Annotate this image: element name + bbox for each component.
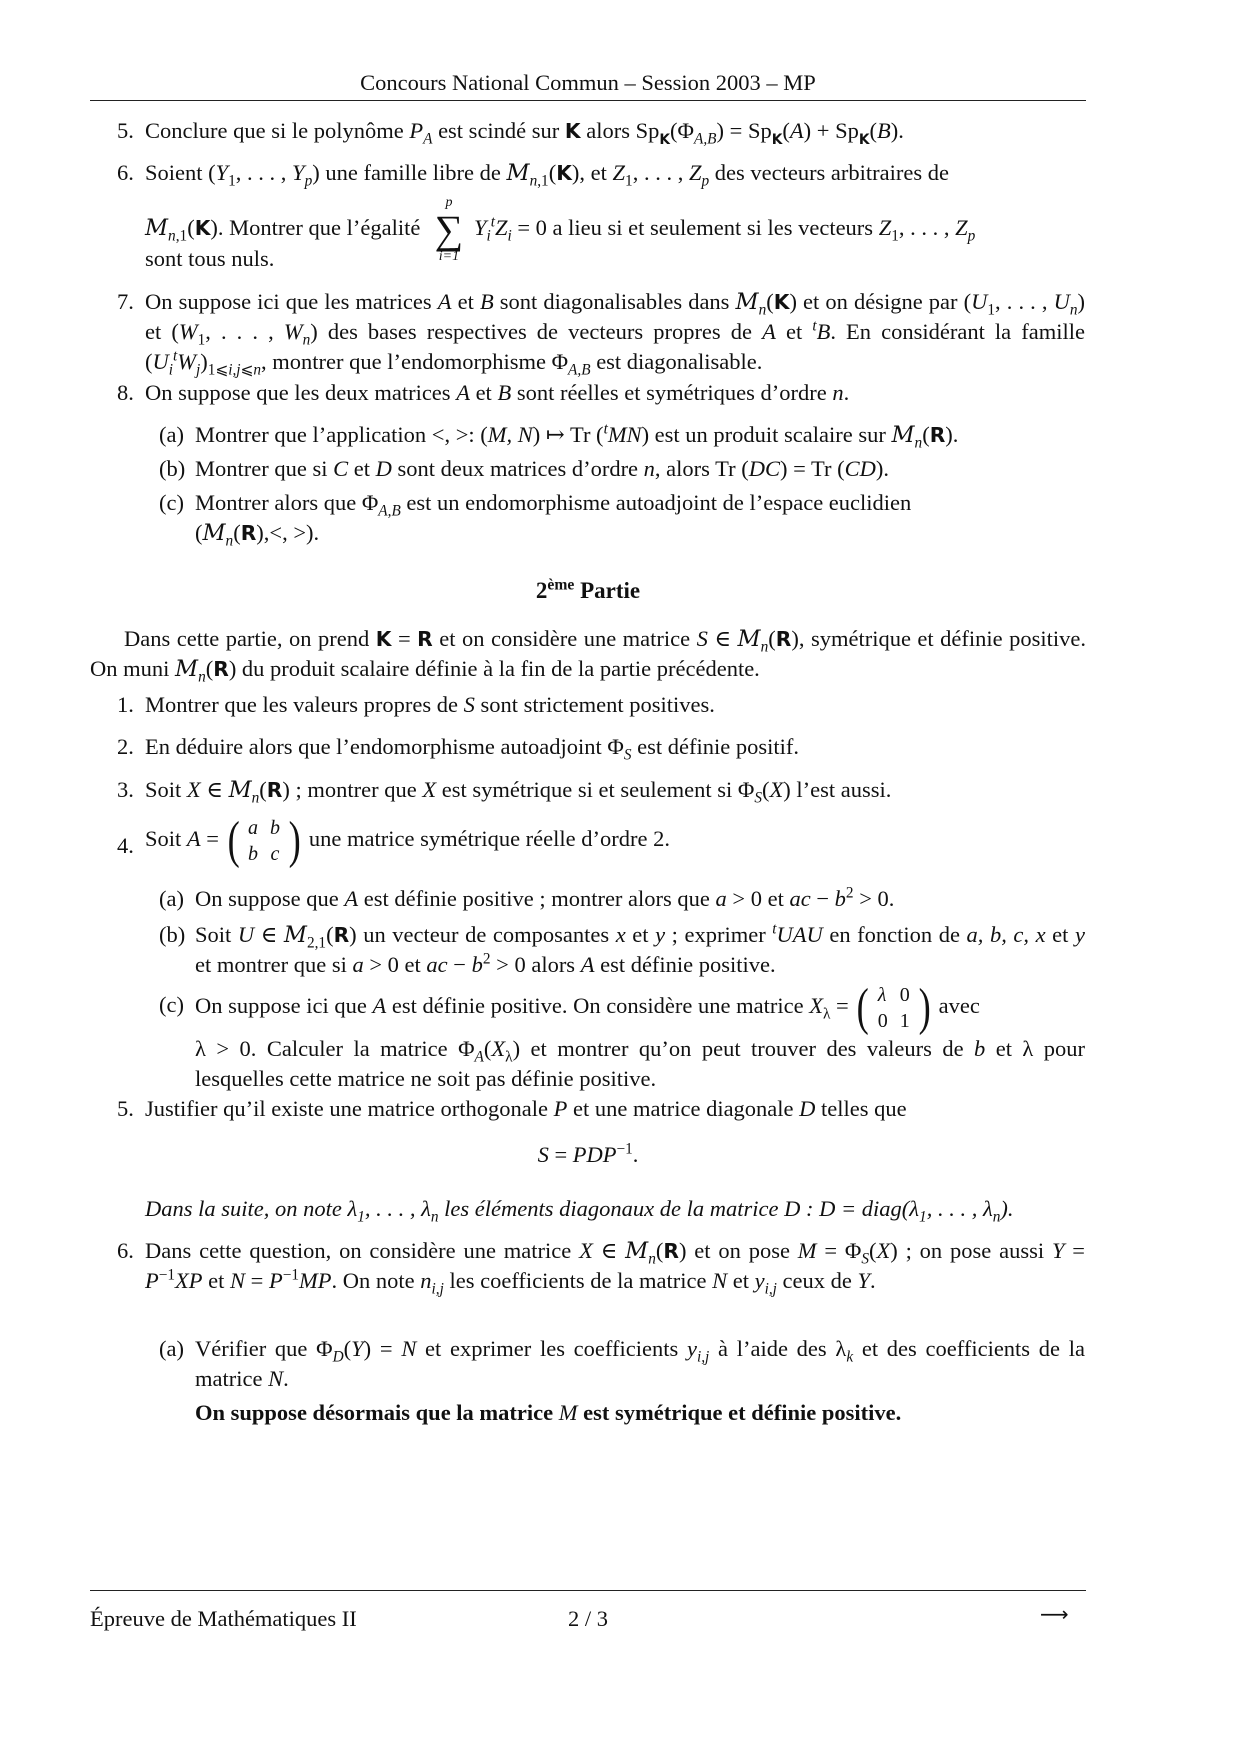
question-number: 8. [117, 380, 134, 405]
matrix-a: ( a b b c ) [227, 812, 301, 869]
page-number: 2 / 3 [567, 1606, 608, 1631]
part1-question-6: 6. Soient ($Y_1$, . . . , $Y_p$) une famille libre de $M_{n,1}(K)$, et $Z_1$, . . . , $Z_p$ des vecteurs arbitraires de [117, 160, 949, 190]
question-number: 7. [117, 289, 134, 314]
part2-question-3: 3. Soit X ∈ $M_n(R)$ ; montrer que X est symétrique si et seulement si $\Phi_S(X)$ l’est aussi. [117, 777, 892, 807]
part2-question-4c: (c) On suppose ici que A est définie positive. On considère une matrice $X_\lambda$ = ( λ 0 0 1 ) avec λ > 0. Calculer la matrice $\Phi_A(X_\lambda)$ et montrer qu’on peut trouver des valeurs de b et λ pour lesquelles cette matrice ne soit pas définie positive. [159, 979, 1086, 1091]
formula-spdp: $S = PDP^{-1}$. [537, 1140, 639, 1167]
part1-question-7: 7. On suppose ici que les matrices A et B sont diagonalisables dans $M_n(K)$ et on désigne par ($U_1$, . . . , $U_n$) et ($W_1$, . . . , $W_n$) des bases respectives de vecteurs propres de A et $^t$B. En considérant la famille $(U_i^tW_j)_{1⩽i,j⩽n}$, montrer que l’endomorphisme $\Phi_{A,B}$ est diagonalisable. [117, 289, 1085, 379]
question-number: 6. [117, 160, 134, 185]
part1-question-8c: (c) Montrer alors que $\Phi_{A,B}$ est un endomorphisme autoadjoint de l’espace euclidien ($M_n(R),<$, >). [159, 490, 912, 550]
part2-question-5: 5. Justifier qu’il existe une matrice orthogonale P et une matrice diagonale D telles que [117, 1096, 907, 1121]
part2-question-4b: (b) Soit U ∈ $M_{2,1}(R)$ un vecteur de composantes x et y ; exprimer $^t$UAU en fonction de a, b, c, x et y et montrer que si a > 0 et ac − $b^2 > 0$ alors A est définie positive. [159, 920, 1085, 977]
part2-note: Dans la suite, on note $\lambda_1$, . . . , $\lambda_n$ les éléments diagonaux de la matrice D : $D = diag(\lambda_1$, . . . , $\lambda_n$). [145, 1196, 1014, 1226]
part1-question-6-line3: sont tous nuls. [145, 246, 275, 271]
part2-intro: Dans cette partie, on prend K = R et on considère une matrice S ∈ $M_n(R)$, symétrique et définie positive. On muni $M_n(R)$ du produit scalaire définie à la fin de la partie précédente. [90, 626, 1087, 686]
part1-question-8b: (b) Montrer que si C et D sont deux matrices d’ordre n, alors Tr (DC) = Tr (CD). [159, 456, 889, 481]
part2-title: 2ème Partie [535, 576, 641, 603]
part1-question-8: 8. On suppose que les deux matrices A et B sont réelles et symétriques d’ordre n. [145, 378, 1085, 408]
part1-question-8a: (a) Montrer que l’application <, >: (M, N) ↦ Tr ($^t$MN) est un produit scalaire sur $M_n(R)$. [159, 420, 959, 452]
page-header: Concours National Commun – Session 2003 – MP [360, 70, 816, 95]
header-rule [90, 100, 1086, 101]
footer-title: Épreuve de Mathématiques II [90, 1606, 357, 1631]
matrix-x-lambda: ( λ 0 0 1 ) [856, 979, 931, 1036]
part2-question-1: 1. Montrer que les valeurs propres de S sont strictement positives. [117, 692, 715, 717]
part2-question-6: 6. Dans cette question, on considère une matrice X ∈ $M_n(R)$ et on pose $M = \Phi_S(X)$ ; on pose aussi $Y = P^{-1}XP$ et $N = P^{-1}MP$. On note $n_{i,j}$ les coefficients de la matrice N et $y_{i,j}$ ceux de Y. [117, 1238, 1085, 1298]
part1-question-6-line2: $M_{n,1}(K)$. Montrer que l’égalité p ∑ i=1 $Y_i^tZ_i = 0$ a lieu si et seulement si les vecteurs $Z_1$, . . . , $Z_p$ [145, 195, 976, 264]
part2-question-2: 2. En déduire alors que l’endomorphisme autoadjoint $\Phi_S$ est définie positif. [117, 734, 799, 764]
part2-assumption-bold: On suppose désormais que la matrice M est symétrique et définie positive. [195, 1400, 902, 1425]
footer-rule [90, 1590, 1086, 1591]
summation-symbol: p ∑ i=1 [434, 195, 464, 264]
part2-question-4: 4. Soit A = ( a b b c ) une matrice symétrique réelle d’ordre 2. [117, 812, 670, 869]
part1-question-5: 5. Conclure que si le polynôme $P_A$ est scindé sur K alors $Sp_K(\Phi_{A,B}) = Sp_K(A) + Sp_K(B)$. [117, 118, 904, 148]
part2-question-6a: (a) Vérifier que $\Phi_D(Y) = N$ et exprimer les coefficients $y_{i,j}$ à l’aide des $\lambda_k$ et des coefficients de la matrice N. [159, 1336, 1085, 1391]
question-number: 5. [117, 118, 134, 143]
part2-question-4a: (a) On suppose que A est définie positive ; montrer alors que a > 0 et ac − $b^2 > 0$. [159, 884, 895, 911]
next-page-arrow-icon: ⟶ [1040, 1602, 1069, 1626]
